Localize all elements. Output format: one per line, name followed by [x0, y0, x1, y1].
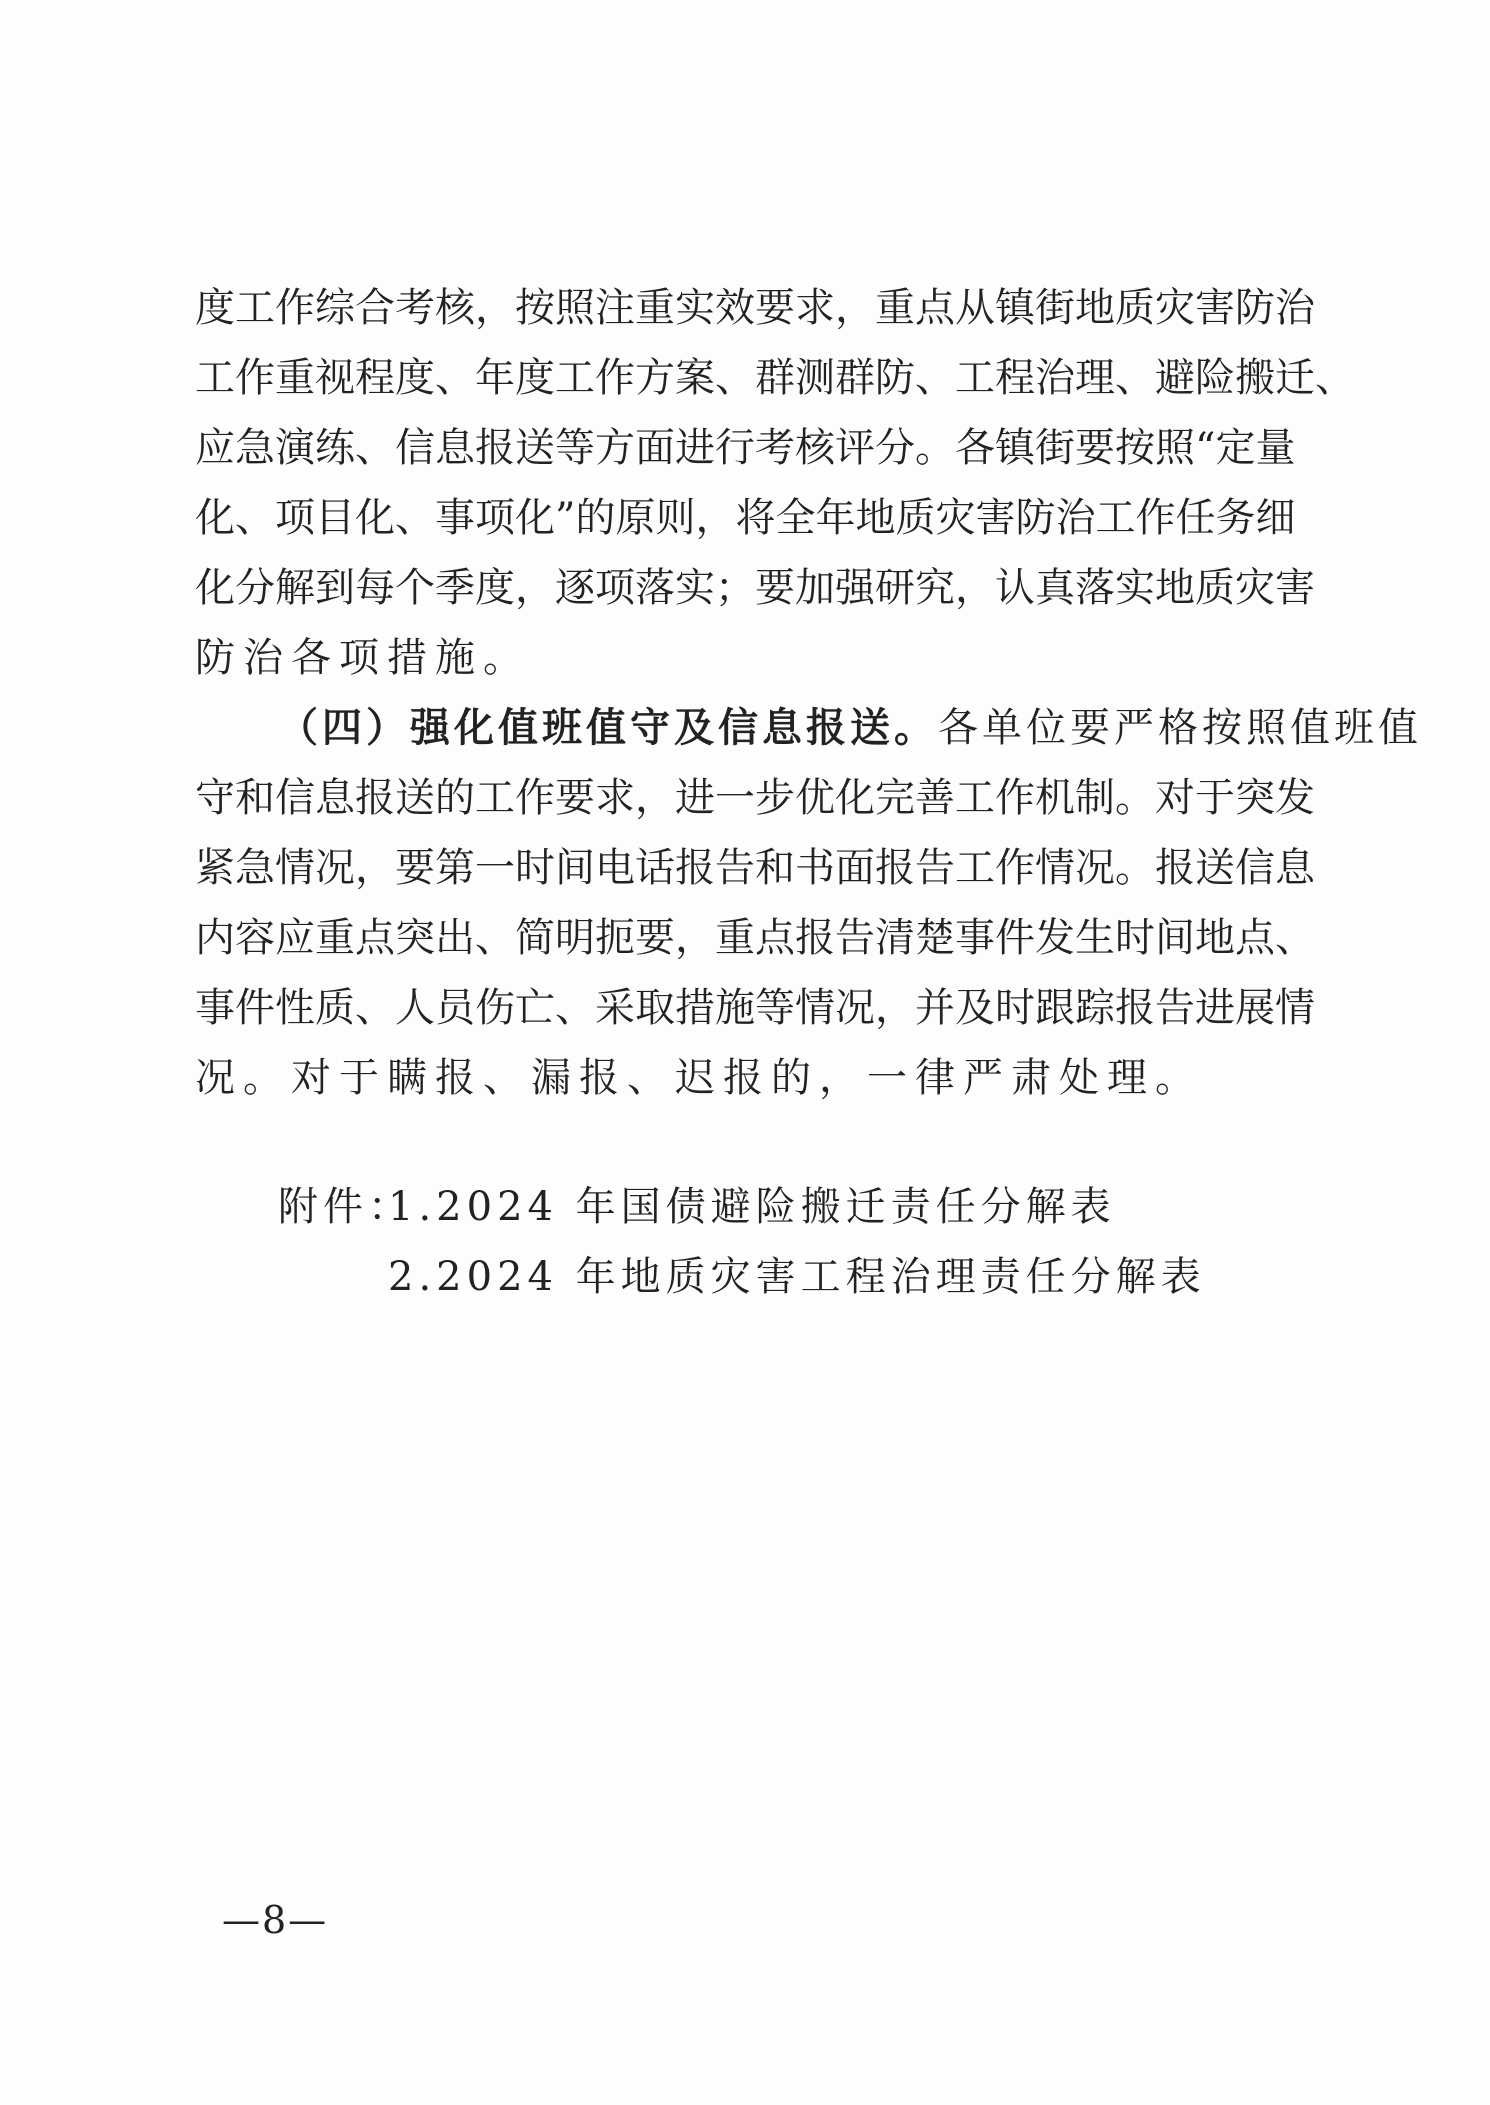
paragraph-line: 紧急情况，要第一时间电话报告和书面报告工作情况。报送信息	[195, 845, 1315, 891]
attachment-item: 1.2024 年国债避险搬迁责任分解表	[388, 1184, 1116, 1230]
paragraph-line: 化、项目化、事项化”的原则，将全年地质灾害防治工作任务细	[195, 495, 1296, 541]
paragraph-line: 内容应重点突出、简明扼要，重点报告清楚事件发生时间地点、	[195, 915, 1315, 961]
paragraph-first-line	[278, 703, 1422, 753]
section-heading: （四）强化值班值守及信息报送。	[278, 705, 938, 751]
paragraph-line: 况。对于瞒报、漏报、迟报的，一律严肃处理。	[195, 1055, 1203, 1101]
page-number: —8—	[222, 1898, 329, 1942]
paragraph-line: 化分解到每个季度，逐项落实；要加强研究，认真落实地质灾害	[195, 565, 1315, 611]
paragraph-line: 事件性质、人员伤亡、采取措施等情况，并及时跟踪报告进展情	[195, 985, 1315, 1031]
paragraph-line: 应急演练、信息报送等方面进行考核评分。各镇街要按照“定量	[195, 425, 1296, 471]
paragraph-text: 各单位要严格按照值班值	[938, 705, 1422, 751]
attachment-label: 附件：	[278, 1184, 413, 1230]
attachment-item: 2.2024 年地质灾害工程治理责任分解表	[388, 1254, 1206, 1300]
paragraph-line: 工作重视程度、年度工作方案、群测群防、工程治理、避险搬迁、	[195, 355, 1355, 401]
paragraph-line: 守和信息报送的工作要求，进一步优化完善工作机制。对于突发	[195, 775, 1315, 821]
paragraph-line: 度工作综合考核，按照注重实效要求，重点从镇街地质灾害防治	[195, 285, 1315, 331]
paragraph-line: 防治各项措施。	[195, 635, 531, 681]
